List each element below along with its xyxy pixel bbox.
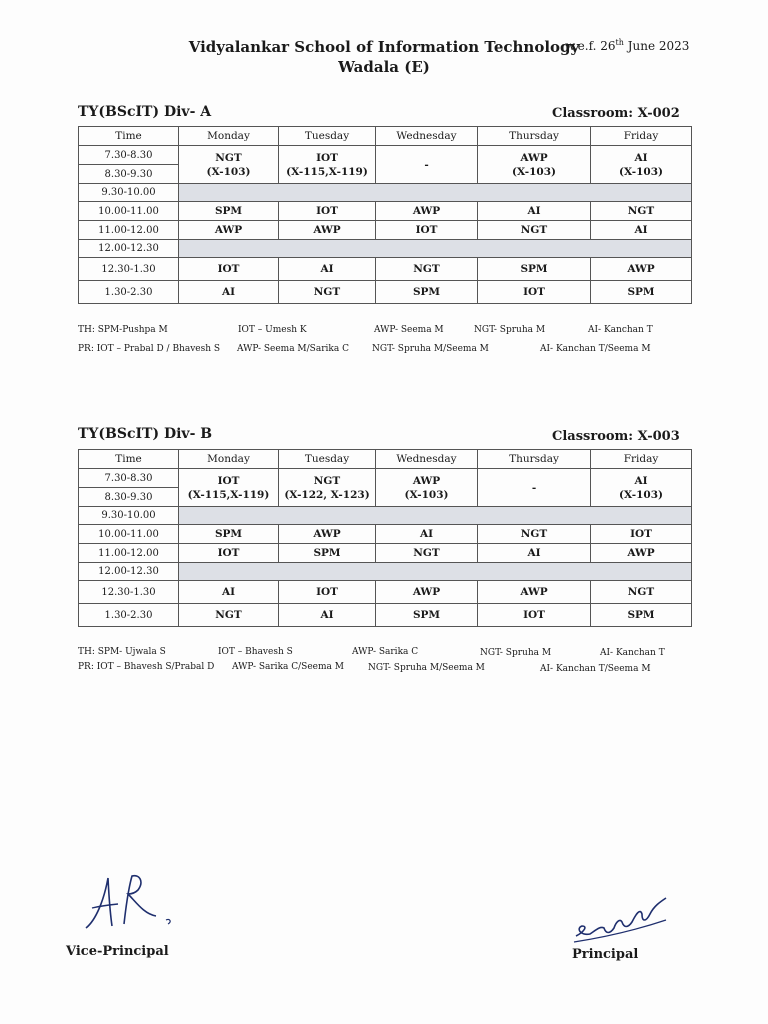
lecture-cell: AI [478, 202, 591, 221]
div-a-classroom: Classroom: X-002 [552, 106, 680, 121]
faculty-entry: AWP- Sarika C [352, 647, 419, 657]
day-header: Wednesday [376, 450, 478, 469]
lecture-cell: AI [376, 525, 478, 544]
lecture-cell: SPM [179, 525, 279, 544]
day-header: Wednesday [376, 127, 478, 146]
day-header: Monday [179, 450, 279, 469]
lecture-cell: AWP (X-103) [478, 146, 591, 184]
lecture-cell: IOT [478, 281, 591, 304]
lecture-cell: AI [179, 581, 279, 604]
lecture-cell: - [478, 469, 591, 507]
time-cell: 8.30-9.30 [79, 488, 179, 507]
faculty-entry: IOT – Umesh K [238, 325, 307, 335]
faculty-entry: AWP- Seema M/Sarika C [237, 344, 349, 354]
time-cell: 10.00-11.00 [79, 202, 179, 221]
lecture-cell: NGT [279, 281, 376, 304]
table-header-row [79, 127, 692, 146]
break-row [79, 507, 692, 525]
lecture-cell: NGT [376, 258, 478, 281]
table-row [79, 281, 692, 304]
lecture-cell: AI [478, 544, 591, 563]
time-cell: 12.00-12.30 [79, 563, 179, 581]
lecture-cell: NGT [376, 544, 478, 563]
table-row [79, 581, 692, 604]
lecture-cell: AWP [376, 202, 478, 221]
time-cell: 12.30-1.30 [79, 258, 179, 281]
faculty-entry: AI- Kanchan T/Seema M [540, 664, 651, 674]
lecture-cell: - [376, 146, 478, 184]
school-location: Wadala (E) [338, 58, 430, 76]
lecture-cell: IOT [376, 221, 478, 240]
lecture-cell: AWP (X-103) [376, 469, 478, 507]
faculty-entry: NGT- Spruha M/Seema M [368, 663, 485, 673]
time-cell: 9.30-10.00 [79, 507, 179, 525]
time-header: Time [79, 127, 179, 146]
effective-date: w.e.f. 26th June 2023 [565, 38, 690, 53]
break-shade [179, 507, 692, 525]
lecture-cell: IOT (X-115,X-119) [179, 469, 279, 507]
time-cell: 7.30-8.30 [79, 469, 179, 488]
div-b-practical-faculty: PR: IOT – Bhavesh S/Prabal D [78, 662, 215, 672]
break-row [79, 184, 692, 202]
lecture-cell: AWP [279, 525, 376, 544]
time-cell: 11.00-12.00 [79, 544, 179, 563]
lecture-cell: AWP [279, 221, 376, 240]
break-row [79, 563, 692, 581]
break-row [79, 240, 692, 258]
lecture-cell: NGT (X-122, X-123) [279, 469, 376, 507]
lecture-cell: NGT [478, 525, 591, 544]
time-cell: 10.00-11.00 [79, 525, 179, 544]
lecture-cell: AWP [376, 581, 478, 604]
table-row [79, 146, 692, 165]
lecture-cell: IOT [591, 525, 692, 544]
time-cell: 8.30-9.30 [79, 165, 179, 184]
div-b-title: TY(BScIT) Div- B [78, 426, 213, 442]
lecture-cell: AI [591, 221, 692, 240]
lecture-cell: AWP [478, 581, 591, 604]
lecture-cell: AI [279, 604, 376, 627]
lecture-cell: NGT [591, 202, 692, 221]
lecture-cell: IOT [179, 544, 279, 563]
lecture-cell: AI (X-103) [591, 146, 692, 184]
lecture-cell: SPM [179, 202, 279, 221]
vice-principal-signature [82, 870, 182, 936]
table-row [79, 258, 692, 281]
faculty-entry: AWP- Sarika C/Seema M [232, 662, 344, 672]
time-cell: 12.30-1.30 [79, 581, 179, 604]
day-header: Thursday [478, 127, 591, 146]
day-header: Tuesday [279, 450, 376, 469]
faculty-entry: AI- Kanchan T [588, 325, 653, 335]
div-a-theory-faculty [78, 325, 168, 335]
div-b-classroom: Classroom: X-003 [552, 429, 680, 444]
lecture-cell: IOT [179, 258, 279, 281]
lecture-cell: NGT (X-103) [179, 146, 279, 184]
lecture-cell: SPM [376, 604, 478, 627]
day-header: Friday [591, 127, 692, 146]
lecture-cell: IOT [279, 581, 376, 604]
time-cell: 9.30-10.00 [79, 184, 179, 202]
time-cell: 11.00-12.00 [79, 221, 179, 240]
lecture-cell: SPM [478, 258, 591, 281]
lecture-cell: NGT [591, 581, 692, 604]
day-header: Tuesday [279, 127, 376, 146]
table-row [79, 469, 692, 488]
faculty-entry: NGT- Spruha M [474, 325, 546, 335]
faculty-entry: NGT- Spruha M/Seema M [372, 344, 489, 354]
principal-label: Principal [572, 947, 639, 962]
table-row [79, 525, 692, 544]
table-row [79, 221, 692, 240]
day-header: Friday [591, 450, 692, 469]
lecture-cell: SPM [591, 604, 692, 627]
faculty-entry: IOT – Bhavesh S [218, 647, 293, 657]
div-b-timetable [78, 449, 692, 627]
lecture-cell: AI [179, 281, 279, 304]
div-b-theory-faculty: TH: SPM- Ujwala S [78, 647, 166, 657]
lecture-cell: NGT [478, 221, 591, 240]
lecture-cell: IOT [478, 604, 591, 627]
table-header-row [79, 450, 692, 469]
faculty-entry: TH: SPM-Pushpa M [78, 325, 168, 335]
time-cell: 12.00-12.30 [79, 240, 179, 258]
faculty-entry: AI- Kanchan T/Seema M [540, 344, 651, 354]
day-header: Thursday [478, 450, 591, 469]
lecture-cell: SPM [591, 281, 692, 304]
lecture-cell: SPM [376, 281, 478, 304]
div-a-title: TY(BScIT) Div- A [78, 104, 212, 120]
lecture-cell: AWP [591, 544, 692, 563]
lecture-cell: AWP [591, 258, 692, 281]
table-row [79, 544, 692, 563]
lecture-cell: AI (X-103) [591, 469, 692, 507]
div-a-practical-faculty: PR: IOT – Prabal D / Bhavesh S [78, 344, 221, 354]
time-cell: 1.30-2.30 [79, 604, 179, 627]
faculty-entry: AI- Kanchan T [600, 648, 665, 658]
break-shade [179, 240, 692, 258]
time-header: Time [79, 450, 179, 469]
table-row [79, 604, 692, 627]
table-row [79, 202, 692, 221]
lecture-cell: AWP [179, 221, 279, 240]
school-name: Vidyalankar School of Information Technology [188, 38, 580, 56]
faculty-entry: AWP- Seema M [374, 325, 444, 335]
lecture-cell: NGT [179, 604, 279, 627]
lecture-cell: IOT [279, 202, 376, 221]
lecture-cell: SPM [279, 544, 376, 563]
principal-signature [570, 892, 680, 946]
time-cell: 1.30-2.30 [79, 281, 179, 304]
time-cell: 7.30-8.30 [79, 146, 179, 165]
lecture-cell: IOT (X-115,X-119) [279, 146, 376, 184]
break-shade [179, 563, 692, 581]
vice-principal-label: Vice-Principal [66, 944, 169, 959]
day-header: Monday [179, 127, 279, 146]
div-a-timetable [78, 126, 692, 304]
faculty-entry: NGT- Spruha M [480, 648, 552, 658]
break-shade [179, 184, 692, 202]
lecture-cell: AI [279, 258, 376, 281]
